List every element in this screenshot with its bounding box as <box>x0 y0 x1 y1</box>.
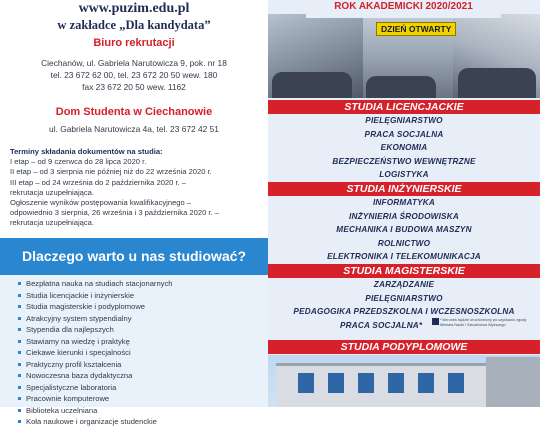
building-window <box>388 373 404 393</box>
recruitment-office-title: Biuro rekrutacji <box>93 37 175 49</box>
deadlines-heading: Terminy składania dokumentów na studia: <box>10 147 163 156</box>
benefit-item: Studia licencjackie i inżynierskie <box>18 290 268 302</box>
website-url: www.puzim.edu.pl <box>78 1 190 16</box>
dormitory-title: Dom Studenta w Ciechanowie <box>55 106 213 118</box>
benefit-item: Biblioteka uczelniana <box>18 405 268 417</box>
deadline-line: Ogłoszenie wyników postępowania kwalifikacyjnego – <box>10 198 192 208</box>
course-footnote: * kierunek będzie uruchomiony po uzyskaniu zgody Ministra Nauki i Szkolnictwa Wyższego <box>440 318 527 327</box>
course-item: ELEKTRONIKA I TELEKOMUNIKACJA <box>327 252 481 262</box>
building-window <box>328 373 344 393</box>
building-window <box>418 373 434 393</box>
open-day-sign: DZIEŃ OTWARTY <box>376 22 456 36</box>
benefit-item: Atrakcyjny system stypendialny <box>18 313 268 325</box>
right-column <box>268 0 540 407</box>
deadline-line: odpowiednio 3 sierpnia, 26 września i 3 października 2020 r. – <box>10 208 219 218</box>
deadline-line: III etap – od 24 września do 2 października 2020 r. – <box>10 177 187 187</box>
benefit-item: Stawiamy na wiedzę i praktykę <box>18 336 268 348</box>
visitors-group <box>458 68 536 98</box>
deadline-line: I etap – od 9 czerwca do 28 lipca 2020 r. <box>10 157 147 167</box>
open-day-photo <box>268 14 540 98</box>
recruitment-office-contact <box>0 57 268 94</box>
campus-building-side <box>486 357 540 407</box>
section-bachelor-heading: STUDIA LICENCJACKIE <box>268 100 540 114</box>
building-window <box>448 373 464 393</box>
campus-building-photo <box>268 355 540 407</box>
office-address-line: Ciechanów, ul. Gabriela Narutowicza 9, pok. nr 18 <box>41 58 227 68</box>
course-item: PEDAGOGIKA PRZEDSZKOLNA I WCZESNOSZKOLNA <box>293 307 515 317</box>
application-deadlines <box>10 147 264 229</box>
benefit-item: Studia magisterskie i podyplomowe <box>18 301 268 313</box>
visitors-group <box>366 76 436 98</box>
benefit-item: Pracownie komputerowe <box>18 393 268 405</box>
benefit-item: Koła naukowe i organizacje studenckie <box>18 416 268 428</box>
course-item: ZARZĄDZANIE <box>373 280 435 289</box>
left-column <box>0 0 268 426</box>
academic-year-label: ROK AKADEMICKI 2020/2021 <box>306 0 501 18</box>
course-item: PRACA SOCJALNA* <box>340 320 423 330</box>
benefit-item: Bezpłatna nauka na studiach stacjonarnych <box>18 278 268 290</box>
course-item: PIELĘGNIARSTWO <box>365 116 443 125</box>
section-engineering-heading: STUDIA INŻYNIERSKIE <box>268 182 540 196</box>
course-item: ROLNICTWO <box>377 238 431 248</box>
engineering-courses <box>268 196 540 264</box>
course-item: LOGISTYKA <box>379 170 429 180</box>
building-window <box>298 373 314 393</box>
footnote-marker <box>432 318 439 325</box>
benefit-item: Specjalistyczne laboratoria <box>18 382 268 394</box>
course-item: INŻYNIERIA ŚRODOWISKA <box>349 211 459 221</box>
benefit-item: Nowoczesna baza dydaktyczna <box>18 370 268 382</box>
benefit-item: Ciekawe kierunki i specjalności <box>18 347 268 359</box>
course-item: INFORMATYKA <box>372 198 436 207</box>
visitors-group <box>272 72 352 98</box>
section-postgraduate-heading: STUDIA PODYPLOMOWE <box>268 340 540 354</box>
office-phone-line: tel. 23 672 62 00, tel. 23 672 20 50 wew. 180 <box>50 70 218 81</box>
course-item: EKONOMIA <box>380 143 428 153</box>
course-item: PRACA SOCJALNA <box>364 129 444 139</box>
deadline-line: II etap – od 3 sierpnia nie później niż do 22 września 2020 r. <box>10 167 212 177</box>
office-fax-line: fax 23 672 20 50 wew. 1162 <box>82 82 186 93</box>
course-item: BEZPIECZEŃSTWO WEWNĘTRZNE <box>332 156 476 166</box>
why-study-heading: Dlaczego warto u nas studiować? <box>0 238 268 275</box>
bachelor-courses <box>268 114 540 182</box>
section-master-heading: STUDIA MAGISTERSKIE <box>268 264 540 278</box>
course-item: MECHANIKA I BUDOWA MASZYN <box>336 225 472 235</box>
building-window <box>358 373 374 393</box>
deadline-line: rekrutacja uzupełniająca. <box>10 187 95 197</box>
benefit-item: Praktyczny profil kształcenia <box>18 359 268 371</box>
dormitory-address: ul. Gabriela Narutowicza 4a, tel. 23 672 42 51 <box>49 124 219 134</box>
benefit-item: Stypendia dla najlepszych <box>18 324 268 336</box>
candidate-tab-note: w zakładce „Dla kandydata” <box>57 18 211 32</box>
deadline-line: rekrutacja uzupełniająca. <box>10 218 95 228</box>
course-item: PIELĘGNIARSTWO <box>365 293 443 303</box>
benefits-list <box>0 275 268 426</box>
